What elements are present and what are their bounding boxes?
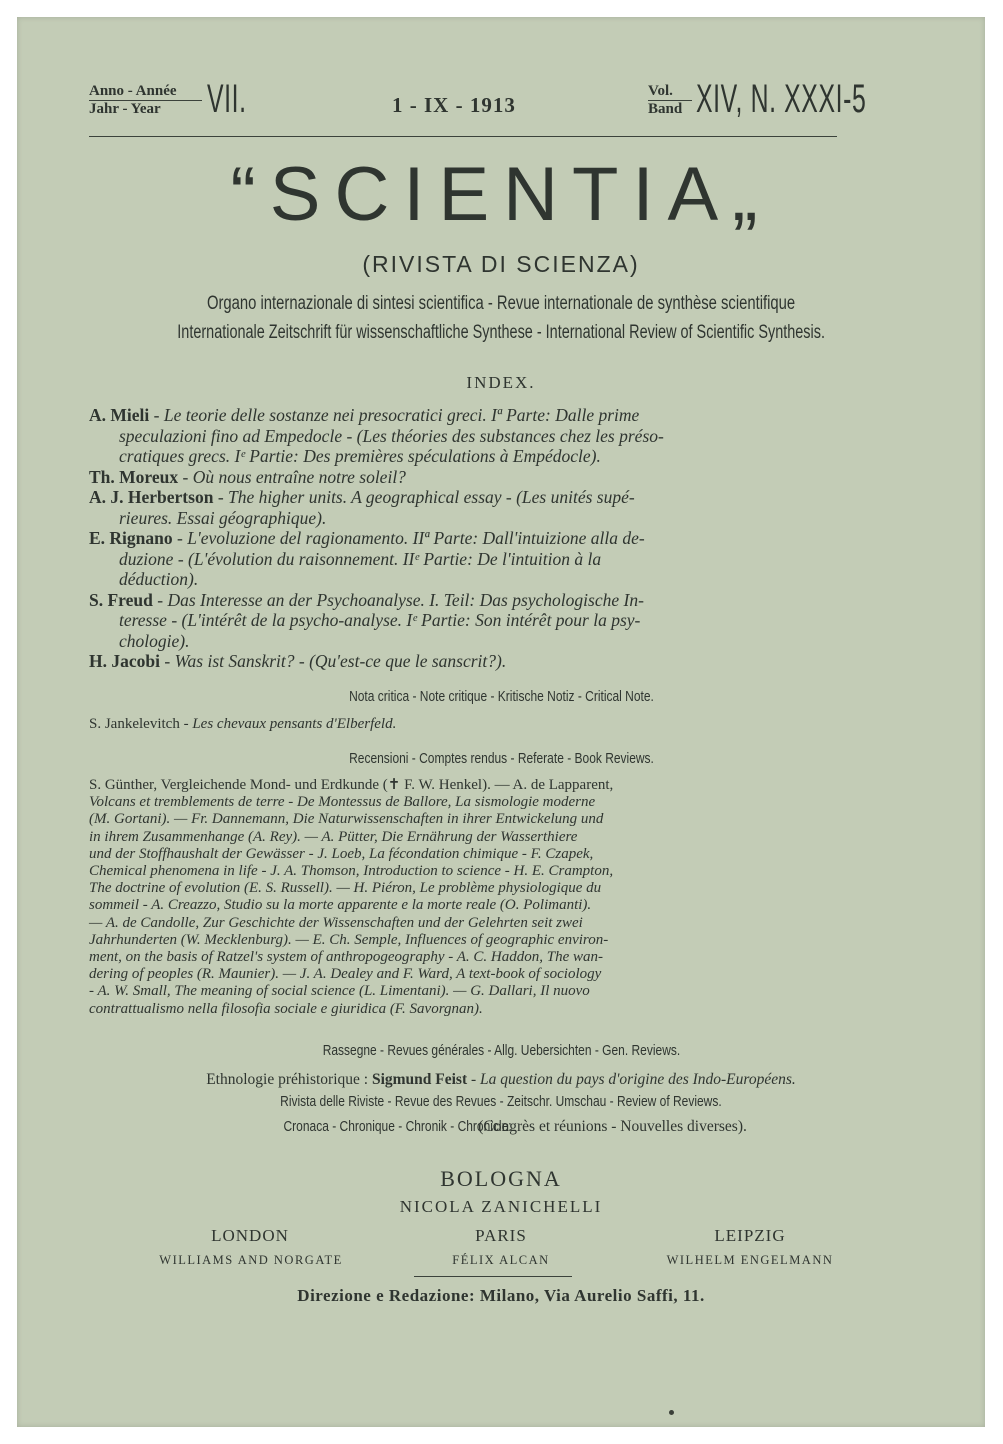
- nota-critica-entry: S. Jankelevitch - Les chevaux pensants d'Elberfeld.: [89, 716, 397, 732]
- rassegne-heading-wrap: [17, 1042, 985, 1060]
- entry-title-line: chologie).: [119, 630, 190, 651]
- branch-firm: FÉLIX ALCAN: [452, 1253, 550, 1267]
- publisher-name: NICOLA ZANICHELLI: [399, 1197, 603, 1216]
- entry-author: A. Mieli: [89, 405, 150, 425]
- nota-critica-heading: Nota critica - Note critique - Kritische Notiz - Critical Note.: [348, 688, 654, 705]
- entry-title-line: The higher units. A geographical essay - (Les unités supé-: [228, 487, 635, 507]
- entry-title-line: déduction).: [119, 569, 199, 589]
- issue-date: 1 - IX - 1913: [392, 93, 516, 117]
- review-line: Jahrhunderten (W. Mecklenburg). — E. Ch. Semple, Influences of geographic environ-: [89, 931, 609, 948]
- cronaca-label: Cronaca - Chronique - Chronik - Chronicle:: [283, 1118, 512, 1135]
- entry-author: E. Rignano: [89, 528, 173, 548]
- index-heading: INDEX.: [466, 373, 536, 392]
- nota-critica-title: Les chevaux pensants d'Elberfeld.: [192, 716, 397, 732]
- review-line: dering of peoples (R. Maunier). — J. A. Dealey and F. Ward, A text-book of sociology: [89, 966, 602, 983]
- review-line: Volcans et tremblements de terre - De Montessus de Ballore, La sismologie moderne: [89, 794, 596, 811]
- branch-city: PARIS: [475, 1226, 527, 1245]
- branch-firm: WILHELM ENGELMANN: [666, 1253, 834, 1267]
- anno-label-top: Anno - Année: [89, 83, 177, 99]
- review-line: und der Stoffhaushalt der Gewässer - J. Loeb, La fécondation chimique - F. Czapek,: [89, 845, 594, 862]
- index-entry: E. Rignano - L'evoluzione del ragionamento. IIª Parte: Dall'intuizione alla de- duzione - (L'évolution du raisonnement. IIᵉ Partie: De l'intuition à la déduction).: [89, 528, 841, 590]
- header-rule: [89, 136, 837, 137]
- index-entries: [89, 405, 841, 672]
- review-line: sommeil - A. Creazzo, Studio su la morte apparente e la morte reale (O. Polimanti).: [89, 897, 592, 914]
- publisher-city: BOLOGNA: [440, 1166, 562, 1191]
- vol-value: XIV, N. XXXI-5: [696, 77, 867, 121]
- recensioni-heading: Recensioni - Comptes rendus - Referate - Book Reviews.: [348, 750, 654, 767]
- index-entry: A. J. Herbertson - The higher units. A geographical essay - (Les unités supé- rieures. Essai géographique).: [89, 487, 841, 528]
- ethnologie-label: Ethnologie préhistorique :: [206, 1071, 369, 1088]
- nota-critica-heading-wrap: [17, 688, 985, 706]
- ethnologie-line: [17, 1069, 985, 1090]
- index-entry: A. Mieli - Le teorie delle sostanze nei presocratici greci. Iª Parte: Dalle prime speculazioni fino ad Empedocle - (Les théories des substances chez les préso- cratiques grecs. Iᵉ Partie: Des premières spéculations à Empédocle).: [89, 405, 841, 467]
- vol-label-top: Vol.: [648, 83, 673, 99]
- nota-critica-author: S. Jankelevitch: [89, 716, 180, 732]
- review-line: Chemical phenomena in life - J. A. Thomson, Introduction to science - H. E. Crampton,: [89, 863, 614, 880]
- index-entry: S. Freud - Das Interesse an der Psychoanalyse. I. Teil: Das psychologische In- teresse - (L'intérêt de la psycho-analyse. Iᵉ Partie: Son intérêt pour la psy- chologie).: [89, 590, 841, 652]
- branch-paris: [401, 1226, 601, 1246]
- vol-label: [648, 83, 692, 118]
- publisher-rule: [414, 1276, 572, 1277]
- review-line: (M. Gortani). — Fr. Dannemann, Die Naturwissenschaften in ihrer Entwickelung und: [89, 811, 604, 828]
- branch-leipzig-firm-wrap: [615, 1253, 885, 1268]
- branch-city: LEIPZIG: [714, 1226, 786, 1245]
- entry-title-line: teresse - (L'intérêt de la psycho-analyse. Iᵉ Partie: Son intérêt pour la psy-: [119, 610, 641, 630]
- tagline-line-2: Internationale Zeitschrift für wissenschaftliche Synthese - International Review of Scientific Synthesis.: [177, 322, 825, 343]
- ethnologie-author: Sigmund Feist: [371, 1071, 468, 1088]
- speck: [669, 1410, 674, 1415]
- branch-firm: WILLIAMS AND NORGATE: [159, 1253, 343, 1267]
- anno-label: [89, 83, 202, 118]
- review-line: - A. W. Small, The meaning of social science (L. Limentani). — G. Dallari, Il nuovo: [89, 983, 590, 1000]
- review-line: — A. de Candolle, Zur Geschichte der Wissenschaften und der Gelehrten seit zwei: [89, 914, 583, 931]
- tagline-line-1: Organo internazionale di sintesi scientifica - Revue internationale de synthèse scientifique: [206, 293, 796, 314]
- branch-london-firm-wrap: [101, 1253, 401, 1268]
- vol-label-bottom: Band: [648, 100, 692, 118]
- review-line: contrattualismo nella filosofia sociale e giuridica (F. Savorgnan).: [89, 1000, 483, 1017]
- journal-subtitle: (RIVISTA DI SCIENZA): [362, 251, 640, 277]
- entry-title-line: cratiques grecs. Iᵉ Partie: Des premières spéculations à Empédocle).: [119, 446, 601, 466]
- riviste-line: Rivista delle Riviste - Revue des Revues - Zeitschr. Umschau - Review of Reviews.: [280, 1093, 722, 1110]
- review-line: in ihrem Zusammenhange (A. Rey). — A. Pütter, Die Ernährung der Wasserthiere: [89, 828, 578, 845]
- recensioni-heading-wrap: [17, 750, 985, 768]
- entry-title-line: L'evoluzione del ragionamento. IIª Parte: Dall'intuizione alla de-: [187, 528, 645, 548]
- recensioni-body: [89, 777, 841, 1018]
- entry-author: Th. Moreux: [89, 466, 179, 487]
- branch-paris-firm-wrap: [401, 1253, 601, 1268]
- entry-title-line: rieures. Essai géographique).: [119, 507, 327, 528]
- index-entry: Th. Moreux - Où nous entraîne notre soleil?: [89, 466, 406, 487]
- branch-city: LONDON: [211, 1226, 289, 1245]
- entry-title-line: Où nous entraîne notre soleil?: [192, 466, 406, 487]
- entry-author: A. J. Herbertson: [89, 487, 214, 507]
- ethnologie-title: - La question du pays d'origine des Indo-Européens.: [471, 1071, 796, 1088]
- branch-london: [175, 1226, 325, 1246]
- anno-value: VII.: [207, 77, 247, 121]
- review-line: ment, on the basis of Ratzel's system of anthropogeography - A. C. Haddon, The wan-: [89, 949, 604, 966]
- entry-title-line: speculazioni fino ad Empedocle - (Les théories des substances chez les préso-: [119, 425, 664, 446]
- branch-leipzig: [665, 1226, 835, 1246]
- index-entry: H. Jacobi - Was ist Sanskrit? - (Qu'est-ce que le sanscrit?).: [89, 651, 507, 671]
- entry-author: H. Jacobi: [89, 651, 160, 671]
- review-line: The doctrine of evolution (E. S. Russell). — H. Piéron, Le problème physiologique du: [89, 880, 602, 897]
- riviste-line-wrap: [17, 1093, 985, 1111]
- tagline-line-1-wrap: [17, 293, 985, 315]
- journal-title: “SCIENTIA„: [230, 152, 772, 237]
- cronaca-title: (Congrès et réunions - Nouvelles diverses).: [478, 1118, 747, 1135]
- entry-title-line: Le teorie delle sostanze nei presocratici greci. Iª Parte: Dalle prime: [163, 405, 640, 425]
- cronaca-line: [17, 1116, 985, 1137]
- entry-title-line: Das Interesse an der Psychoanalyse. I. Teil: Das psychologische In-: [167, 589, 644, 610]
- anno-label-bottom: Jahr - Year: [89, 100, 202, 118]
- entry-title-line: Was ist Sanskrit? - (Qu'est-ce que le sanscrit?).: [174, 651, 507, 671]
- entry-author: S. Freud: [89, 589, 153, 610]
- review-line: S. Günther, Vergleichende Mond- und Erdkunde (✝ F. W. Henkel). — A. de Lapparent,: [89, 777, 614, 793]
- editorial-address: Direzione e Redazione: Milano, Via Aurelio Saffi, 11.: [297, 1286, 705, 1305]
- tagline-line-2-wrap: [17, 322, 985, 344]
- journal-cover: [17, 17, 985, 1427]
- entry-title-line: duzione - (L'évolution du raisonnement. IIᵉ Partie: De l'intuition à la: [119, 548, 602, 569]
- rassegne-heading: Rassegne - Revues générales - Allg. Uebersichten - Gen. Reviews.: [322, 1042, 680, 1059]
